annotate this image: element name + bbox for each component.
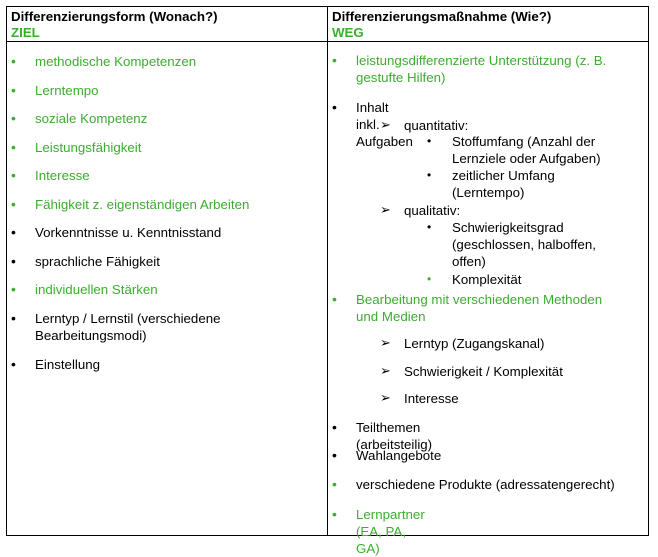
bullet-icon: • [11, 253, 16, 269]
header-divider [7, 41, 648, 42]
sub-item-text: Schwierigkeit / Komplexität [404, 364, 563, 379]
arrow-bullet-icon: ➢ [380, 202, 391, 217]
left-subheading: ZIEL [11, 25, 40, 40]
list-item-text: Wahlangebote [356, 448, 442, 463]
sub-item-text: Schwierigkeitsgrad [452, 220, 564, 235]
bullet-icon: • [11, 167, 16, 183]
bullet-icon: • [427, 220, 432, 234]
bullet-icon: • [332, 291, 337, 307]
arrow-bullet-icon: ➢ [380, 117, 391, 132]
sub-item-text: Komplexität [452, 272, 522, 287]
right-subheading: WEG [332, 25, 364, 40]
bullet-icon: • [332, 476, 337, 492]
differentiation-table [6, 6, 649, 556]
list-item-text: Lernpartner (EA, PA, GA) [356, 507, 425, 556]
bullet-icon: • [332, 506, 337, 522]
bullet-icon: • [11, 53, 16, 69]
right-column-header [332, 9, 551, 41]
list-item-text: sprachliche Fähigkeit [35, 254, 160, 269]
bullet-icon: • [11, 310, 16, 326]
sub-item-text: Lerntyp (Zugangskanal) [404, 336, 545, 351]
bullet-icon: • [332, 52, 337, 68]
list-item-text: Inhalt inkl. Aufgaben [356, 100, 413, 149]
bullet-icon: • [11, 281, 16, 297]
bullet-icon: • [332, 99, 337, 115]
list-item-text: Lerntyp / Lernstil (verschiedene Bearbeitungsmodi) [35, 311, 221, 343]
sub-item-text: Interesse [404, 391, 459, 406]
list-item-text: leistungsdifferenzierte Unterstützung (z. B. gestufte Hilfen) [356, 53, 607, 85]
bullet-icon: • [427, 134, 432, 148]
bullet-icon: • [11, 224, 16, 240]
right-heading: Differenzierungsmaßnahme (Wie?) [332, 9, 552, 24]
arrow-bullet-icon: ➢ [380, 390, 391, 405]
bullet-icon: • [332, 447, 337, 463]
bullet-icon: • [427, 168, 432, 182]
list-item-text: Teilthemen (arbeitsteilig) [356, 420, 433, 452]
bullet-icon: • [11, 82, 16, 98]
sub-item-text: (Lerntempo) [452, 185, 525, 200]
sub-item-text: Lernziele oder Aufgaben) [452, 151, 601, 166]
list-item-text: Interesse [35, 168, 90, 183]
sub-item-text: (geschlossen, halboffen, [452, 237, 596, 252]
list-item-text: Einstellung [35, 357, 101, 372]
list-item-text: Vorkenntnisse u. Kenntnisstand [35, 225, 222, 240]
list-item-text: individuellen Stärken [35, 282, 158, 297]
bullet-icon: • [11, 356, 16, 372]
bullet-icon: • [11, 196, 16, 212]
arrow-bullet-icon: ➢ [380, 363, 391, 378]
sub-item-text: Stoffumfang (Anzahl der [452, 134, 596, 149]
arrow-bullet-icon: ➢ [380, 335, 391, 350]
sub-item-text: offen) [452, 254, 486, 269]
left-heading: Differenzierungsform (Wonach?) [11, 9, 218, 24]
list-item-text: Fähigkeit z. eigenständigen Arbeiten [35, 197, 250, 212]
list-item-text: soziale Kompetenz [35, 111, 148, 126]
bullet-icon: • [427, 272, 432, 286]
list-item-text: Leistungsfähigkeit [35, 140, 142, 155]
list-item-text: verschiedene Produkte (adressatengerecht) [356, 477, 615, 492]
list-item-text: Lerntempo [35, 83, 99, 98]
bullet-icon: • [11, 110, 16, 126]
sub-item-text: qualitativ: [404, 203, 461, 218]
bullet-icon: • [11, 139, 16, 155]
bullet-icon: • [332, 419, 337, 435]
column-divider [327, 7, 328, 535]
left-column-header [11, 9, 218, 41]
sub-item-text: quantitativ: [404, 118, 469, 133]
sub-item-text: zeitlicher Umfang [452, 168, 555, 183]
list-item-text: methodische Kompetenzen [35, 54, 197, 69]
list-item-text: Bearbeitung mit verschiedenen Methoden und Medien [356, 292, 603, 324]
